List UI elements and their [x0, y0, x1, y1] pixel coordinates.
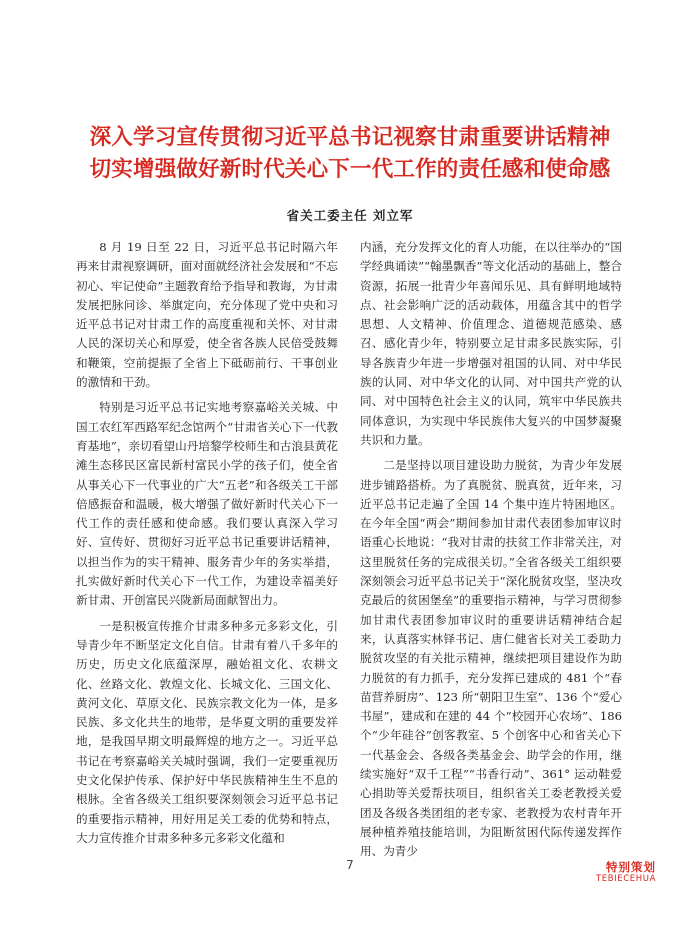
paragraph: 8 月 19 日至 22 日，习近平总书记时隔六年再来甘肃视察调研，面对面就经济社会发展和“不忘初心、牢记使命”主题教育给予指导和教诲，为甘肃发展把脉问诊、举旗定向，充分体现了党中央和习近平总书记对甘肃工作的高度重视和关怀、对甘肃人民的深切关心和厚爱，使全省各族人民倍受鼓舞和鞭策，空前提振了全省上下砥砺前行、干事创业的激情和干劲。: [76, 240, 338, 390]
left-column: [76, 238, 338, 848]
author-byline: 省关工委主任 刘立军: [286, 208, 414, 223]
section-title: 特别策划: [606, 860, 656, 874]
section-label: [596, 860, 656, 885]
paragraph: 二是坚持以项目建设助力脱贫，为青少年发展进步铺路搭桥。为了真脱贫、脱真贫，近年来，习近平总书记走遍了全国 14 个集中连片特困地区。在今年全国“两会”期间参加甘肃代表团参加审议时语重心长地说：“我对甘肃的扶贫工作非常关注，对这里脱贫任务的完成很关切。”全省各级关工组织要深刻领会习近平总书记关于“深化脱贫攻坚，坚决攻克最后的贫困堡垒”的重要指示精神，与学习贯彻参加甘肃代表团参加审议时的重要讲话精神结合起来，认真落实林铎书记、唐仁健省长对关工委助力脱贫攻坚的有关批示精神，继续把项目建设作为助力脱贫的有力抓手，充分发挥已建成的 481 个“春苗营养厨房”、123 所“朝阳卫生室”、136 个“爱心书屋”，建成和在建的 44 个“校园开心农场”、186 个“少年硅谷”创客教室、5 个创客中心和省关心下一代基金会、各级各类基金会、助学会的作用，继续实施好“双千工程”“书香行动”、361° 运动鞋爱心捐助等关爱帮扶项目，组织省关工委老教授关爱团及各级各类团组的老专家、老教授为农村青年开展种植养殖技能培训，为阻断贫困代际传递发挥作用、为青少: [360, 458, 622, 859]
page-number: 7: [346, 858, 354, 872]
paragraph: 内涵，充分发挥文化的育人功能，在以往举办的“国学经典诵读”“翰墨飘香”等文化活动的基础上，整合资源，拓展一批青少年喜闻乐见、具有鲜明地域特点、社会影响广泛的活动载体，用蕴含其中的哲学思想、人文精神、价值理念、道德规范感染、感召、感化青少年，特别要立足甘肃多民族实际，引导各族青少年进一步增强对祖国的认同、对中华民族的认同、对中华文化的认同、对中国共产党的认同、对中国特色社会主义的认同，筑牢中华民族共同体意识，为实现中华民族伟大复兴的中国梦凝聚共识和力量。: [360, 240, 622, 447]
article-title: [40, 122, 660, 186]
section-title-pinyin: TEBIECEHUA: [595, 874, 656, 884]
title-line-2: 切实增强做好新时代关心下一代工作的责任感和使命感: [89, 157, 611, 182]
title-line-1: 深入学习宣传贯彻习近平总书记视察甘肃重要讲话精神: [89, 125, 611, 150]
right-column: [360, 238, 622, 862]
paragraph: 特别是习近平总书记实地考察嘉峪关关城、中国工农红军西路军纪念馆两个“甘肃省关心下一代教育基地”，亲切看望山丹培黎学校师生和古浪县黄花滩生态移民区富民新村富民小学的孩子们，使全省从事关心下一代事业的广大“五老”和各级关工干部倍感振奋和温暖，极大增强了做好新时代关心下一代工作的责任感和使命感。我们要认真深入学习好、宣传好、贯彻好习近平总书记重要讲话精神，以担当作为的实干精神、服务青少年的务实举措，扎实做好新时代关心下一代工作，为建设幸福美好新甘肃、开创富民兴陇新局面献智出力。: [76, 400, 338, 608]
paragraph: 一是积极宣传推介甘肃多种多元多彩文化，引导青少年不断坚定文化自信。甘肃有着八千多年的历史，历史文化底蕴深厚，融始祖文化、农耕文化、丝路文化、敦煌文化、长城文化、三国文化、黄河文化、草原文化、民族宗教文化为一体，是多民族、多文化共生的地带，是华夏文明的重要发祥地，是我国早期文明最辉煌的地方之一。习近平总书记在考察嘉峪关关城时强调，我们一定要重视历史文化保护传承、保护好中华民族精神生生不息的根脉。全省各级关工组织要深刻领会习近平总书记的重要指示精神，用好用足关工委的优势和特点，大力宣传推介甘肃多种多元多彩文化蕴和: [76, 618, 338, 845]
